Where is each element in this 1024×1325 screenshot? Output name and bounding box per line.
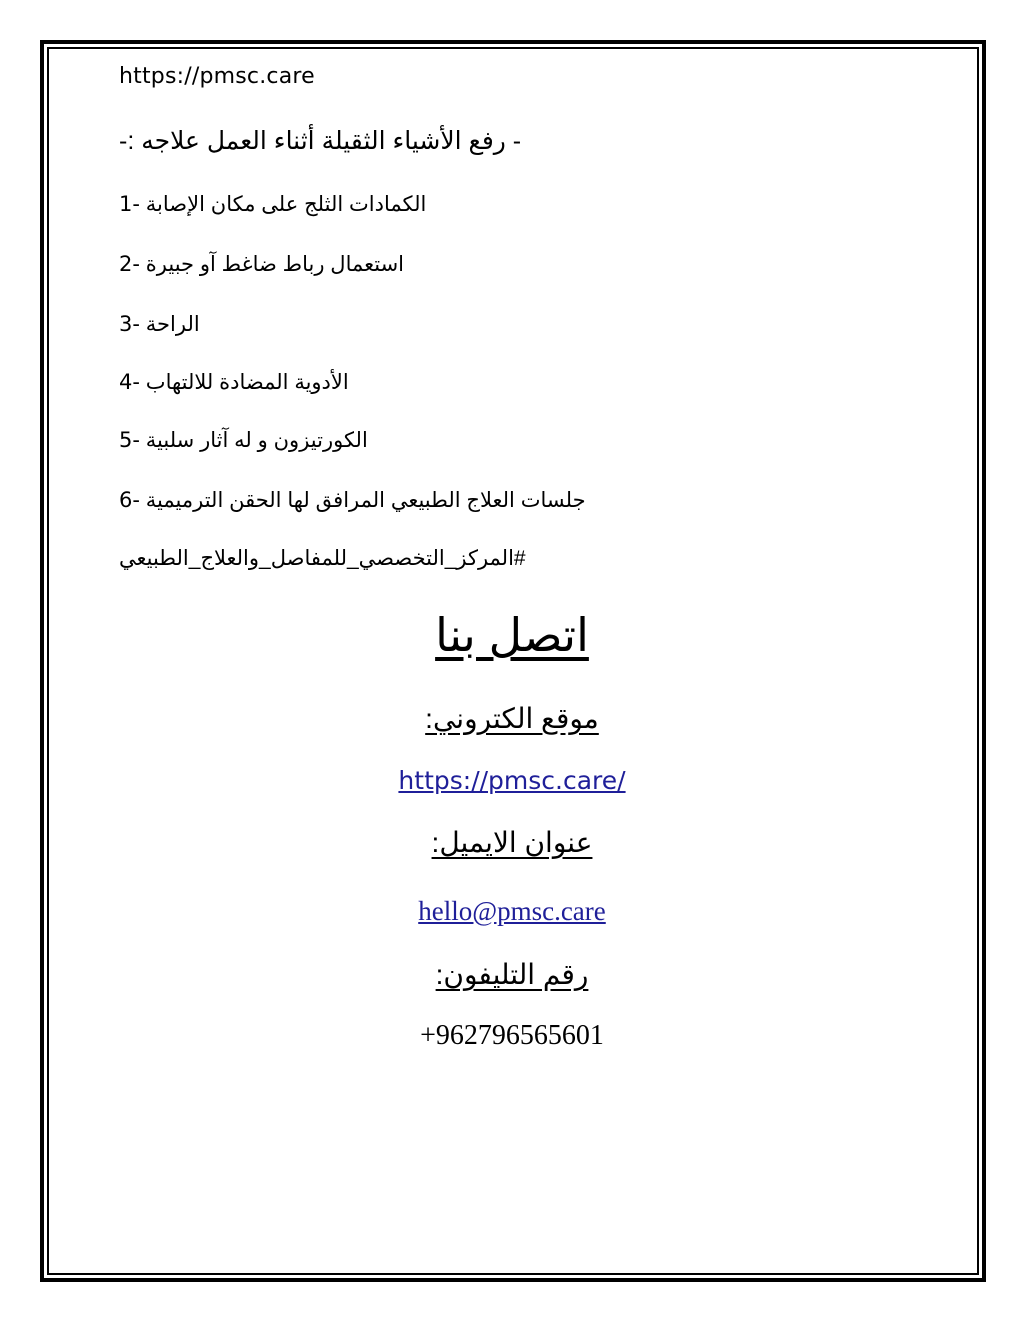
email-link[interactable]: hello@pmsc.care xyxy=(418,896,606,926)
list-item-number: 3- xyxy=(119,312,140,336)
email-link-wrapper xyxy=(0,896,1024,927)
list-item xyxy=(119,192,426,217)
list-item-text: الكورتيزون و له آثار سلبية xyxy=(145,429,368,452)
hashtag[interactable]: #المركز_التخصصي_للمفاصل_والعلاج_الطبيعي xyxy=(119,547,526,570)
list-item-text: جلسات العلاج الطبيعي المرافق لها الحقن الترميمية xyxy=(145,489,586,512)
list-item-text: الأدوية المضادة للالتهاب xyxy=(145,371,349,394)
phone-number: +962796565601 xyxy=(420,1020,604,1051)
list-item-text: استعمال رباط ضاغط آو جبيرة xyxy=(145,253,405,276)
website-link-wrapper xyxy=(0,766,1024,795)
website-label: موقع الكتروني: xyxy=(425,703,599,734)
email-label: عنوان الايميل: xyxy=(431,827,593,858)
header-url: https://pmsc.care xyxy=(119,64,315,89)
list-item-number: 5- xyxy=(119,428,140,452)
contact-heading: اتصل بنا xyxy=(435,609,589,661)
list-item-number: 1- xyxy=(119,192,140,216)
list-item xyxy=(119,370,349,395)
list-item-number: 4- xyxy=(119,370,140,394)
section-title: - رفع الأشياء الثقيلة أثناء العمل علاجه :- xyxy=(119,127,522,155)
list-item xyxy=(119,428,368,453)
list-item-number: 2- xyxy=(119,252,140,276)
list-item-number: 6- xyxy=(119,488,140,512)
list-item xyxy=(119,312,200,337)
website-link[interactable]: https://pmsc.care/ xyxy=(398,766,626,795)
list-item-text: الراحة xyxy=(145,313,200,336)
list-item xyxy=(119,252,404,277)
list-item xyxy=(119,488,586,513)
list-item-text: الكمادات الثلج على مكان الإصابة xyxy=(145,193,427,216)
phone-label: رقم التليفون: xyxy=(435,959,589,990)
